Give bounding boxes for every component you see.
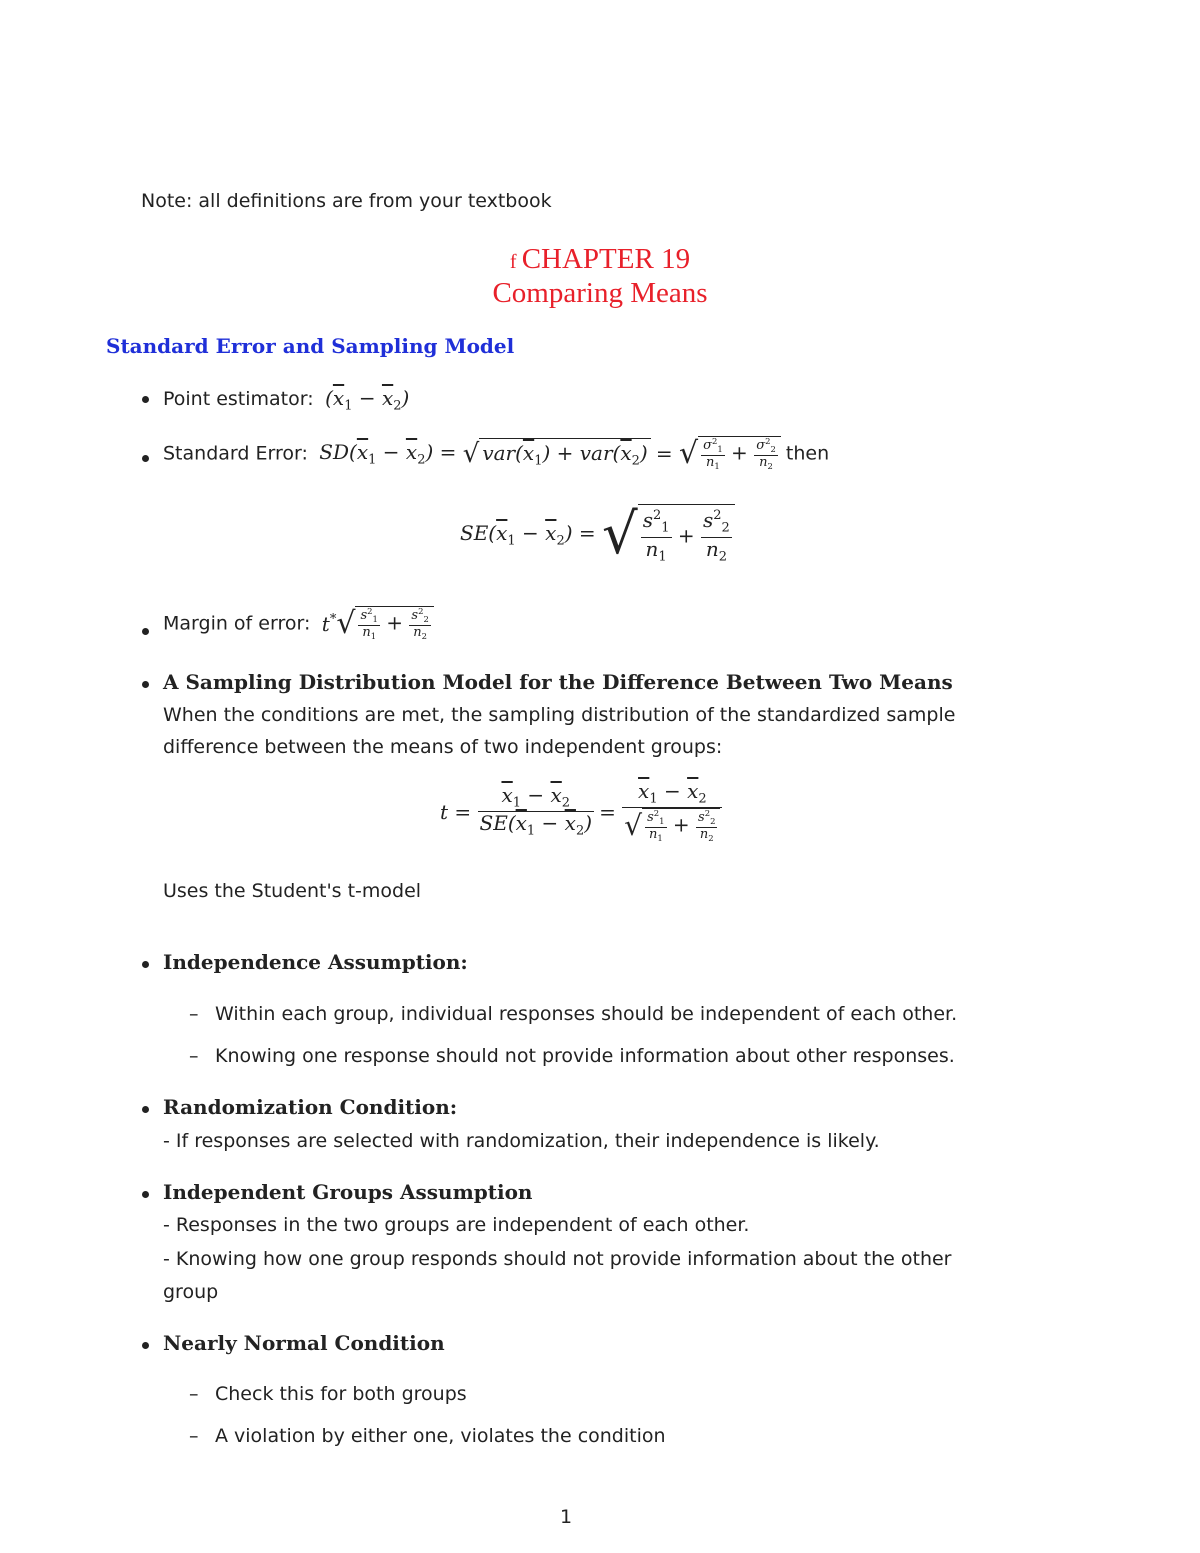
bullet-icon (142, 1191, 149, 1198)
groups-text-3: group (163, 1281, 219, 1303)
margin-label: Margin of error: (163, 612, 311, 635)
normal-heading: Nearly Normal Condition (163, 1331, 445, 1355)
point-estimator-line (163, 386, 409, 414)
dash-icon: – (189, 1003, 199, 1025)
dash-icon: – (189, 1045, 199, 1067)
margin-line: Margin of error: t*√ $\frac{s^2_1}{n_1}$ + $\frac{s^2_2}{n_2}$ (163, 606, 434, 641)
sd-formula: $SD(\overline{x}_1 - \overline{x}_2)$ = (312, 439, 463, 468)
groups-text-2: - Knowing how one group responds should not provide information about the other (163, 1248, 952, 1270)
randomization-text: - If responses are selected with randomization, their independence is likely. (163, 1130, 880, 1152)
bullet-icon (142, 681, 149, 688)
independence-heading: Independence Assumption: (163, 950, 468, 974)
sampling-text-2: difference between the means of two independent groups: (163, 736, 723, 758)
sqrt-icon: √ (678, 436, 699, 472)
normal-sub-2: A violation by either one, violates the condition (215, 1425, 666, 1447)
bullet-icon (142, 1342, 149, 1349)
randomization-heading: Randomization Condition: (163, 1095, 458, 1119)
bullet-icon (142, 396, 149, 403)
bullet-icon (142, 628, 149, 635)
sqrt-icon: √ (602, 502, 638, 567)
sigma-sum: $\frac{\sigma^2_1}{n_1}$ + $\frac{\sigma^2_2}{n_2}$ (698, 436, 781, 471)
bullet-icon (142, 961, 149, 968)
chapter-number: CHAPTER 19 (521, 243, 691, 275)
groups-heading: Independent Groups Assumption (163, 1180, 533, 1204)
se-formula: $SE(\overline{x}_1 - \overline{x}_2)$ = √ $\frac{s^2_1}{n_1}$ + $\frac{s^2_2}{n_2}$ (460, 502, 735, 567)
sqrt-icon: √ (336, 606, 356, 642)
uses-text: Uses the Student's t-model (163, 880, 422, 902)
standard-error-label: Standard Error: (163, 442, 308, 465)
t-formula: t = $\frac{\overline{x}_1 - \overline{x}_2}{SE(\overline{x}_1 - \overline{x}_2)}$ = $\overline{x}_1 - \overline{x}_2$ √ $\frac{s^2_1}{n_1}$ + $\frac{s^2_2}{n_2}$ (440, 780, 722, 844)
sqrt-icon: √ (462, 438, 480, 469)
standard-error-line (163, 436, 829, 471)
point-estimator-formula: $(\overline{x}_1 - \overline{x}_2)$ (318, 386, 410, 414)
dash-icon: – (189, 1383, 199, 1405)
bullet-icon (142, 455, 149, 462)
var-sum: $var(\overline{x}_1) + var(\overline{x}_2)$ (479, 438, 650, 469)
note-text: Note: all definitions are from your textbook (141, 190, 552, 212)
equals-sign: = (655, 441, 679, 466)
bullet-icon (142, 1106, 149, 1113)
chapter-prefix: f (509, 251, 517, 273)
normal-sub-1: Check this for both groups (215, 1383, 467, 1405)
section-title: Standard Error and Sampling Model (106, 334, 515, 358)
dash-icon: – (189, 1425, 199, 1447)
groups-text-1: - Responses in the two groups are independent of each other. (163, 1214, 750, 1236)
independence-sub-2: Knowing one response should not provide information about other responses. (215, 1045, 955, 1067)
chapter-heading (0, 243, 1200, 276)
then-word: then (785, 442, 830, 465)
chapter-title: Comparing Means (492, 277, 708, 309)
point-estimator-label: Point estimator: (163, 388, 314, 410)
page-number: 1 (560, 1506, 573, 1528)
sampling-heading: A Sampling Distribution Model for the Difference Between Two Means (163, 670, 953, 694)
sampling-text-1: When the conditions are met, the sampling distribution of the standardized sample (163, 704, 956, 726)
independence-sub-1: Within each group, individual responses should be independent of each other. (215, 1003, 958, 1025)
